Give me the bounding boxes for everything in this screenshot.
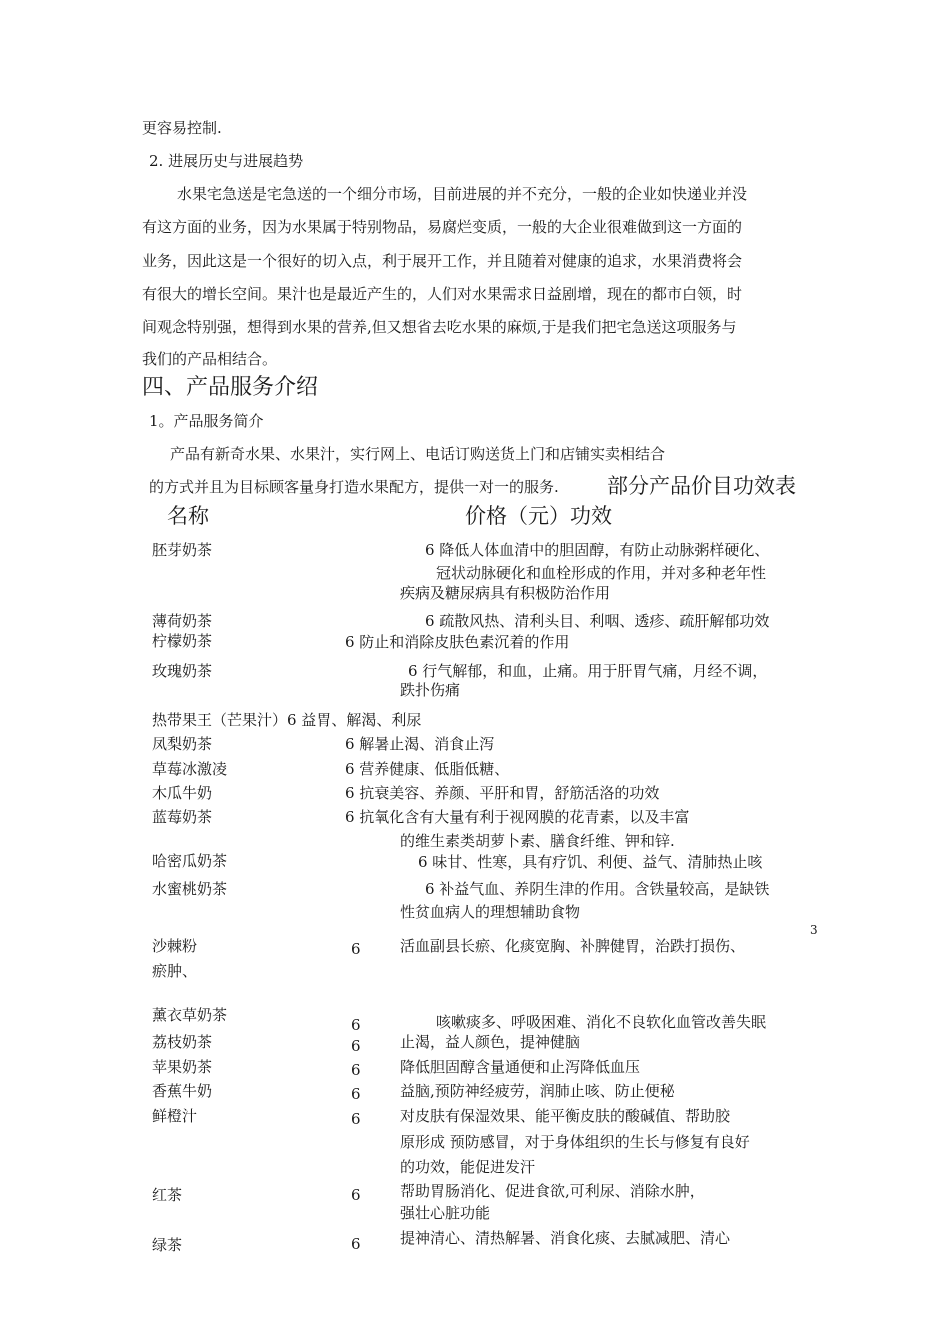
table-header-name: 名称 (167, 504, 209, 528)
product-name: 胚芽奶茶 (152, 541, 213, 559)
product-effect-cont: 冠状动脉硬化和血栓形成的作用，并对多种老年性 (436, 564, 767, 582)
product-name: 柠檬奶茶 (152, 632, 213, 650)
product-name-cont: 瘀肿、 (152, 962, 198, 980)
product-effect: 咳嗽痰多、呼吸困难、消化不良软化血管改善失眠 (436, 1013, 767, 1031)
product-price: 6 (351, 1061, 361, 1079)
product-price-effect: 6 行气解郁，和血，止痛。用于肝胃气痛，月经不调， (408, 662, 768, 680)
sub-heading: 2. 进展历史与进展趋势 (149, 152, 304, 170)
product-effect: 活血副县长瘀、化痰宽胸、补脾健胃，治跌打损伤、 (400, 937, 746, 955)
product-name: 哈密瓜奶茶 (152, 852, 228, 870)
product-price-effect: 6 降低人体血清中的胆固醇，有防止动脉粥样硬化、 (425, 541, 770, 559)
product-name: 水蜜桃奶茶 (152, 880, 228, 898)
product-price: 6 (351, 1016, 361, 1034)
product-effect-cont: 跌扑伤痛 (400, 681, 461, 699)
product-name: 鲜橙汁 (152, 1107, 198, 1125)
table-title: 部分产品价目功效表 (607, 474, 796, 498)
product-name: 蓝莓奶茶 (152, 808, 213, 826)
product-name: 苹果奶茶 (152, 1058, 213, 1076)
product-effect: 对皮肤有保湿效果、能平衡皮肤的酸碱值、帮助胶 (400, 1107, 731, 1125)
product-name: 绿茶 (152, 1236, 183, 1254)
text-line: 更容易控制. (142, 119, 222, 137)
paragraph-line: 有很大的增长空间。果汁也是最近产生的，人们对水果需求日益剧增，现在的都市白领，时 (142, 285, 743, 303)
product-name: 热带果王（芒果汁）6 益胃、解渴、利尿 (152, 711, 422, 729)
paragraph-line: 有这方面的业务，因为水果属于特别物品，易腐烂变质，一般的大企业很难做到这一方面的 (142, 218, 743, 236)
product-name: 玫瑰奶茶 (152, 662, 213, 680)
product-price-effect: 6 补益气血、养阴生津的作用。含铁量较高，是缺铁 (425, 880, 770, 898)
paragraph-line: 的方式并且为目标顾客量身打造水果配方，提供一对一的服务. (149, 478, 559, 496)
product-price: 6 (351, 1085, 361, 1103)
product-effect-cont: 的功效，能促进发汗 (400, 1158, 536, 1176)
product-price: 6 (351, 1037, 361, 1055)
product-effect: 降低胆固醇含量通便和止泻降低血压 (400, 1058, 641, 1076)
product-effect-cont: 原形成 预防感冒，对于身体组织的生长与修复有良好 (400, 1133, 750, 1151)
paragraph-line: 我们的产品相结合。 (142, 350, 278, 368)
product-name: 薰衣草奶茶 (152, 1006, 228, 1024)
product-name: 凤梨奶茶 (152, 735, 213, 753)
product-price: 6 (351, 1235, 361, 1253)
paragraph-line: 业务，因此这是一个很好的切入点，利于展开工作，并且随着对健康的追求，水果消费将会 (142, 252, 743, 270)
product-effect-cont: 疾病及糖尿病具有积极防治作用 (400, 584, 611, 602)
paragraph-line: 产品有新奇水果、水果汁，实行网上、电话订购送货上门和店铺实卖相结合 (170, 445, 666, 463)
product-name: 香蕉牛奶 (152, 1082, 213, 1100)
product-name: 木瓜牛奶 (152, 784, 213, 802)
product-price-effect: 6 疏散风热、清利头目、利咽、透疹、疏肝解郁功效 (425, 612, 770, 630)
product-price: 6 (351, 1110, 361, 1128)
section-heading: 四、产品服务介绍 (142, 375, 319, 400)
product-price-effect: 6 抗衰美容、养颜、平肝和胃，舒筋活洛的功效 (345, 784, 660, 802)
product-price-effect: 6 解暑止渴、消食止泻 (345, 735, 495, 753)
product-price-effect: 6 味甘、性寒，具有疗饥、利便、益气、清肺热止咳 (418, 853, 763, 871)
paragraph-line: 水果宅急送是宅急送的一个细分市场，目前进展的并不充分，一般的企业如快递业并没 (177, 185, 748, 203)
product-effect-cont: 强壮心脏功能 (400, 1204, 491, 1222)
product-effect-cont: 的维生素类胡萝卜素、膳食纤维、钾和锌. (400, 832, 675, 850)
product-effect: 止渴，益人颜色，提神健脑 (400, 1033, 581, 1051)
sub-heading: 1。产品服务简介 (149, 412, 264, 430)
product-name: 荔枝奶茶 (152, 1033, 213, 1051)
paragraph-line: 间观念特别强，想得到水果的营养,但又想省去吃水果的麻烦,于是我们把宅急送这项服务与 (142, 318, 737, 336)
product-price-effect: 6 防止和消除皮肤色素沉着的作用 (345, 633, 570, 651)
product-price-effect: 6 营养健康、低脂低糖、 (345, 760, 510, 778)
product-name: 草莓冰激凌 (152, 760, 228, 778)
product-name: 红茶 (152, 1186, 183, 1204)
product-price-effect: 6 抗氧化含有大量有利于视网膜的花青素，以及丰富 (345, 808, 690, 826)
product-effect: 提神清心、清热解暑、消食化痰、去腻减肥、清心 (400, 1229, 731, 1247)
product-name: 沙棘粉 (152, 937, 198, 955)
table-header-price-effect: 价格（元）功效 (465, 504, 612, 528)
product-name: 薄荷奶茶 (152, 612, 213, 630)
product-price: 6 (351, 940, 361, 958)
product-effect: 帮助胃肠消化、促进食欲,可利尿、消除水肿， (400, 1182, 705, 1200)
product-effect: 益脑,预防神经疲劳，润肺止咳、防止便秘 (400, 1082, 675, 1100)
product-price: 6 (351, 1186, 361, 1204)
product-effect-cont: 性贫血病人的理想辅助食物 (400, 903, 581, 921)
page-number: 3 (810, 923, 818, 937)
